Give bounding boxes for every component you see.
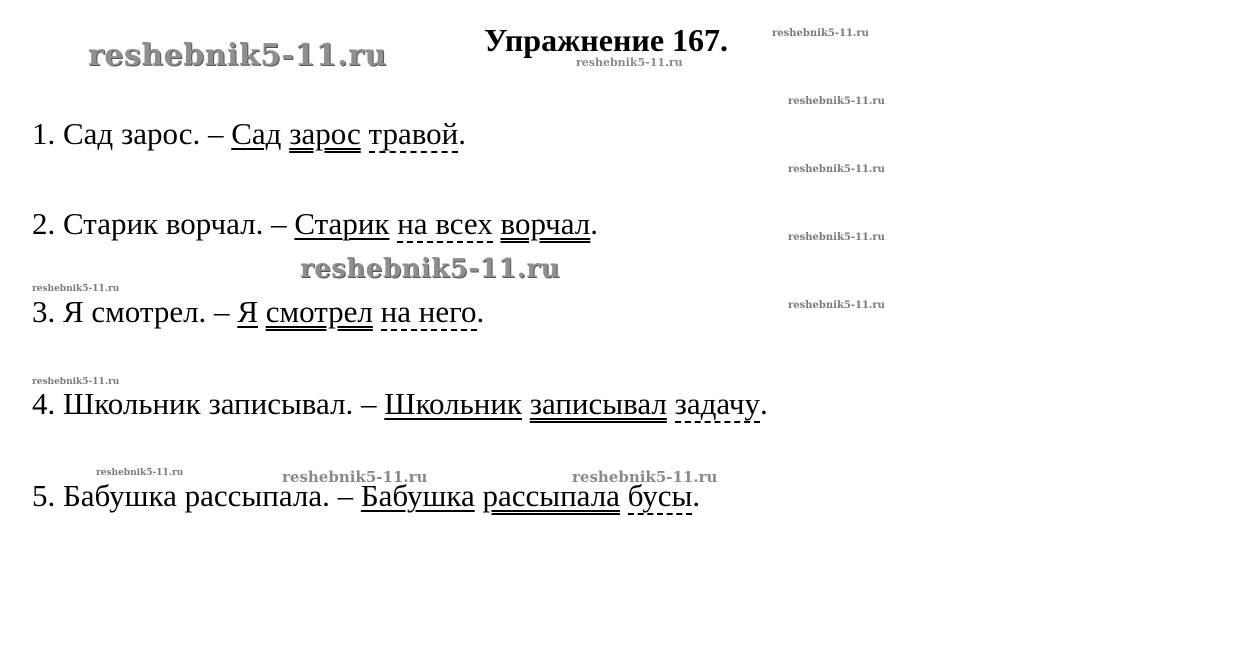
watermark-logo: reshebnik5-11.ru xyxy=(572,468,718,486)
watermark-logo: reshebnik5-11.ru xyxy=(772,28,869,39)
predicate-word: ворчал xyxy=(500,206,591,241)
sentence-3 xyxy=(32,294,484,331)
page-title: Упражнение 167. xyxy=(484,22,729,58)
subject-word: Бабушка xyxy=(360,478,475,513)
sentence-end: . xyxy=(476,294,485,329)
sentence-end: . xyxy=(759,386,768,421)
sentence-short: 3. Я смотрел. – xyxy=(32,294,230,329)
sentence-short: 1. Сад зарос. – xyxy=(32,116,224,151)
sentence-end: . xyxy=(590,206,599,241)
sentence-1 xyxy=(32,116,466,153)
secondary-member-word: на него xyxy=(380,294,477,329)
watermark-logo: reshebnik5-11.ru xyxy=(32,377,120,387)
sentence-short: 5. Бабушка рассыпала. – xyxy=(32,478,354,513)
secondary-member-word: задачу xyxy=(674,386,760,421)
subject-word: Школьник xyxy=(384,386,522,421)
sentence-short: 2. Старик ворчал. – xyxy=(32,206,287,241)
sentence-end: . xyxy=(692,478,701,513)
secondary-member-word: на всех xyxy=(397,206,493,241)
predicate-word: смотрел xyxy=(265,294,373,329)
sentence-5 xyxy=(32,478,700,515)
subject-word: Сад xyxy=(231,116,282,151)
watermark-logo: reshebnik5-11.ru xyxy=(96,468,184,478)
predicate-word: зарос xyxy=(289,116,361,151)
predicate-word: рассыпала xyxy=(482,478,620,513)
watermark-logo: reshebnik5-11.ru xyxy=(788,164,885,175)
watermark-logo: reshebnik5-11.ru xyxy=(788,300,885,311)
watermark-logo: reshebnik5-11.ru xyxy=(88,38,387,73)
sentence-end: . xyxy=(458,116,466,151)
secondary-member-word: бусы xyxy=(627,478,693,513)
sentence-2 xyxy=(32,206,598,243)
watermark-logo: reshebnik5-11.ru xyxy=(576,56,683,69)
predicate-word: записывал xyxy=(529,386,667,421)
secondary-member-word: травой xyxy=(368,116,459,151)
watermark-logo: reshebnik5-11.ru xyxy=(788,96,885,107)
subject-word: Старик xyxy=(294,206,390,241)
sentence-4 xyxy=(32,386,768,423)
watermark-logo: reshebnik5-11.ru xyxy=(788,232,885,243)
watermark-logo: reshebnik5-11.ru xyxy=(32,284,120,294)
sentence-short: 4. Школьник записывал. – xyxy=(32,386,377,421)
watermark-logo: reshebnik5-11.ru xyxy=(282,468,428,486)
watermark-logo: reshebnik5-11.ru xyxy=(300,254,561,284)
subject-word: Я xyxy=(237,294,258,329)
